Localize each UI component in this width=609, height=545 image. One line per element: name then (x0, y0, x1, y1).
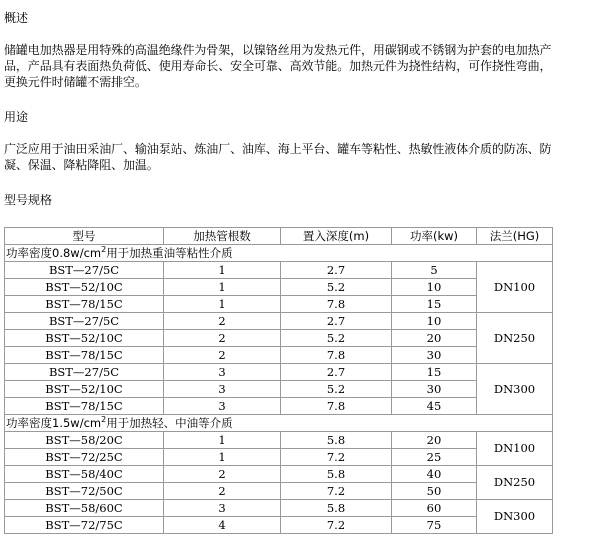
flange-cell: DN300 (477, 500, 553, 534)
overview-line: 品，产品具有表面热负荷低、使用寿命长、安全可靠、高效节能。加热元件为挠性结构，可作挠性弯曲， (4, 59, 552, 73)
usage-line: 凝、保温、降粘降阻、加温。 (4, 158, 159, 172)
depth-cell: 5.8 (281, 432, 392, 449)
group-row (5, 245, 553, 262)
table-row (5, 432, 553, 449)
flange-cell: DN250 (477, 313, 553, 364)
model-cell: BST—52/10C (5, 330, 164, 347)
spec-heading: 型号规格 (4, 193, 53, 207)
usage-heading: 用途 (4, 110, 29, 124)
tubes-cell: 2 (164, 313, 281, 330)
group-title: 功率密度$1.5w/cm^2$用于加热轻、中油等介质 (5, 415, 553, 432)
model-cell: BST—58/40C (5, 466, 164, 483)
power-cell: 30 (392, 347, 477, 364)
model-cell: BST—72/25C (5, 449, 164, 466)
power-cell: 45 (392, 398, 477, 415)
table-row (5, 381, 553, 398)
depth-cell: 2.7 (281, 364, 392, 381)
usage-line: 广泛应用于油田采油厂、输油泵站、炼油厂、油库、海上平台、罐车等粘性、热敏性液体介质的防冻、防 (4, 142, 552, 156)
column-header-tubes: 加热管根数 (164, 228, 281, 245)
spec-table (4, 227, 553, 534)
power-cell: 10 (392, 279, 477, 296)
power-cell: 75 (392, 517, 477, 534)
table-row (5, 500, 553, 517)
flange-cell: DN100 (477, 432, 553, 466)
tubes-cell: 1 (164, 279, 281, 296)
flange-cell: DN100 (477, 262, 553, 313)
group-title: 功率密度$0.8w/cm^2$用于加热重油等粘性介质 (5, 245, 553, 262)
power-cell: 30 (392, 381, 477, 398)
tubes-cell: 1 (164, 432, 281, 449)
column-header-model: 型号 (5, 228, 164, 245)
column-header-power: 功率(kw) (392, 228, 477, 245)
table-row (5, 262, 553, 279)
column-header-depth: 置入深度(m) (281, 228, 392, 245)
model-cell: BST—78/15C (5, 296, 164, 313)
depth-cell: 5.2 (281, 381, 392, 398)
depth-cell: 7.8 (281, 398, 392, 415)
power-cell: 40 (392, 466, 477, 483)
table-row (5, 313, 553, 330)
depth-cell: 7.2 (281, 517, 392, 534)
table-row (5, 330, 553, 347)
power-cell: 20 (392, 330, 477, 347)
table-header-row (5, 228, 553, 245)
tubes-cell: 1 (164, 296, 281, 313)
table-row (5, 398, 553, 415)
power-cell: 10 (392, 313, 477, 330)
flange-cell: DN250 (477, 466, 553, 500)
table-row (5, 296, 553, 313)
overview-line: 更换元件时储罐不需排空。 (4, 75, 147, 89)
overview-paragraph (4, 42, 604, 90)
depth-cell: 7.2 (281, 483, 392, 500)
tubes-cell: 2 (164, 483, 281, 500)
model-cell: BST—78/15C (5, 398, 164, 415)
model-cell: BST—58/60C (5, 500, 164, 517)
depth-cell: 5.8 (281, 500, 392, 517)
power-cell: 15 (392, 364, 477, 381)
power-cell: 60 (392, 500, 477, 517)
model-cell: BST—72/50C (5, 483, 164, 500)
table-row (5, 517, 553, 534)
model-cell: BST—52/10C (5, 381, 164, 398)
power-cell: 50 (392, 483, 477, 500)
tubes-cell: 2 (164, 330, 281, 347)
depth-cell: 2.7 (281, 313, 392, 330)
model-cell: BST—72/75C (5, 517, 164, 534)
depth-cell: 7.8 (281, 296, 392, 313)
model-cell: BST—27/5C (5, 364, 164, 381)
table-row (5, 279, 553, 296)
depth-cell: 5.8 (281, 466, 392, 483)
column-header-flange: 法兰(HG) (477, 228, 553, 245)
depth-cell: 5.2 (281, 330, 392, 347)
tubes-cell: 3 (164, 398, 281, 415)
model-cell: BST—27/5C (5, 262, 164, 279)
usage-paragraph (4, 141, 604, 173)
power-cell: 5 (392, 262, 477, 279)
tubes-cell: 2 (164, 466, 281, 483)
tubes-cell: 2 (164, 347, 281, 364)
group-row (5, 415, 553, 432)
depth-cell: 7.2 (281, 449, 392, 466)
depth-cell: 5.2 (281, 279, 392, 296)
power-cell: 15 (392, 296, 477, 313)
table-row (5, 347, 553, 364)
table-row (5, 449, 553, 466)
table-row (5, 483, 553, 500)
flange-cell: DN300 (477, 364, 553, 415)
overview-line: 储罐电加热器是用特殊的高温绝缘件为骨架，以镍铬丝用为发热元件，用碳钢或不锈钢为护套的电加热产 (4, 43, 552, 57)
overview-heading: 概述 (4, 11, 29, 25)
table-row (5, 364, 553, 381)
power-cell: 20 (392, 432, 477, 449)
tubes-cell: 4 (164, 517, 281, 534)
model-cell: BST—58/20C (5, 432, 164, 449)
table-row (5, 466, 553, 483)
tubes-cell: 3 (164, 364, 281, 381)
power-cell: 25 (392, 449, 477, 466)
model-cell: BST—27/5C (5, 313, 164, 330)
tubes-cell: 1 (164, 262, 281, 279)
model-cell: BST—52/10C (5, 279, 164, 296)
tubes-cell: 1 (164, 449, 281, 466)
depth-cell: 7.8 (281, 347, 392, 364)
depth-cell: 2.7 (281, 262, 392, 279)
tubes-cell: 3 (164, 381, 281, 398)
model-cell: BST—78/15C (5, 347, 164, 364)
tubes-cell: 3 (164, 500, 281, 517)
